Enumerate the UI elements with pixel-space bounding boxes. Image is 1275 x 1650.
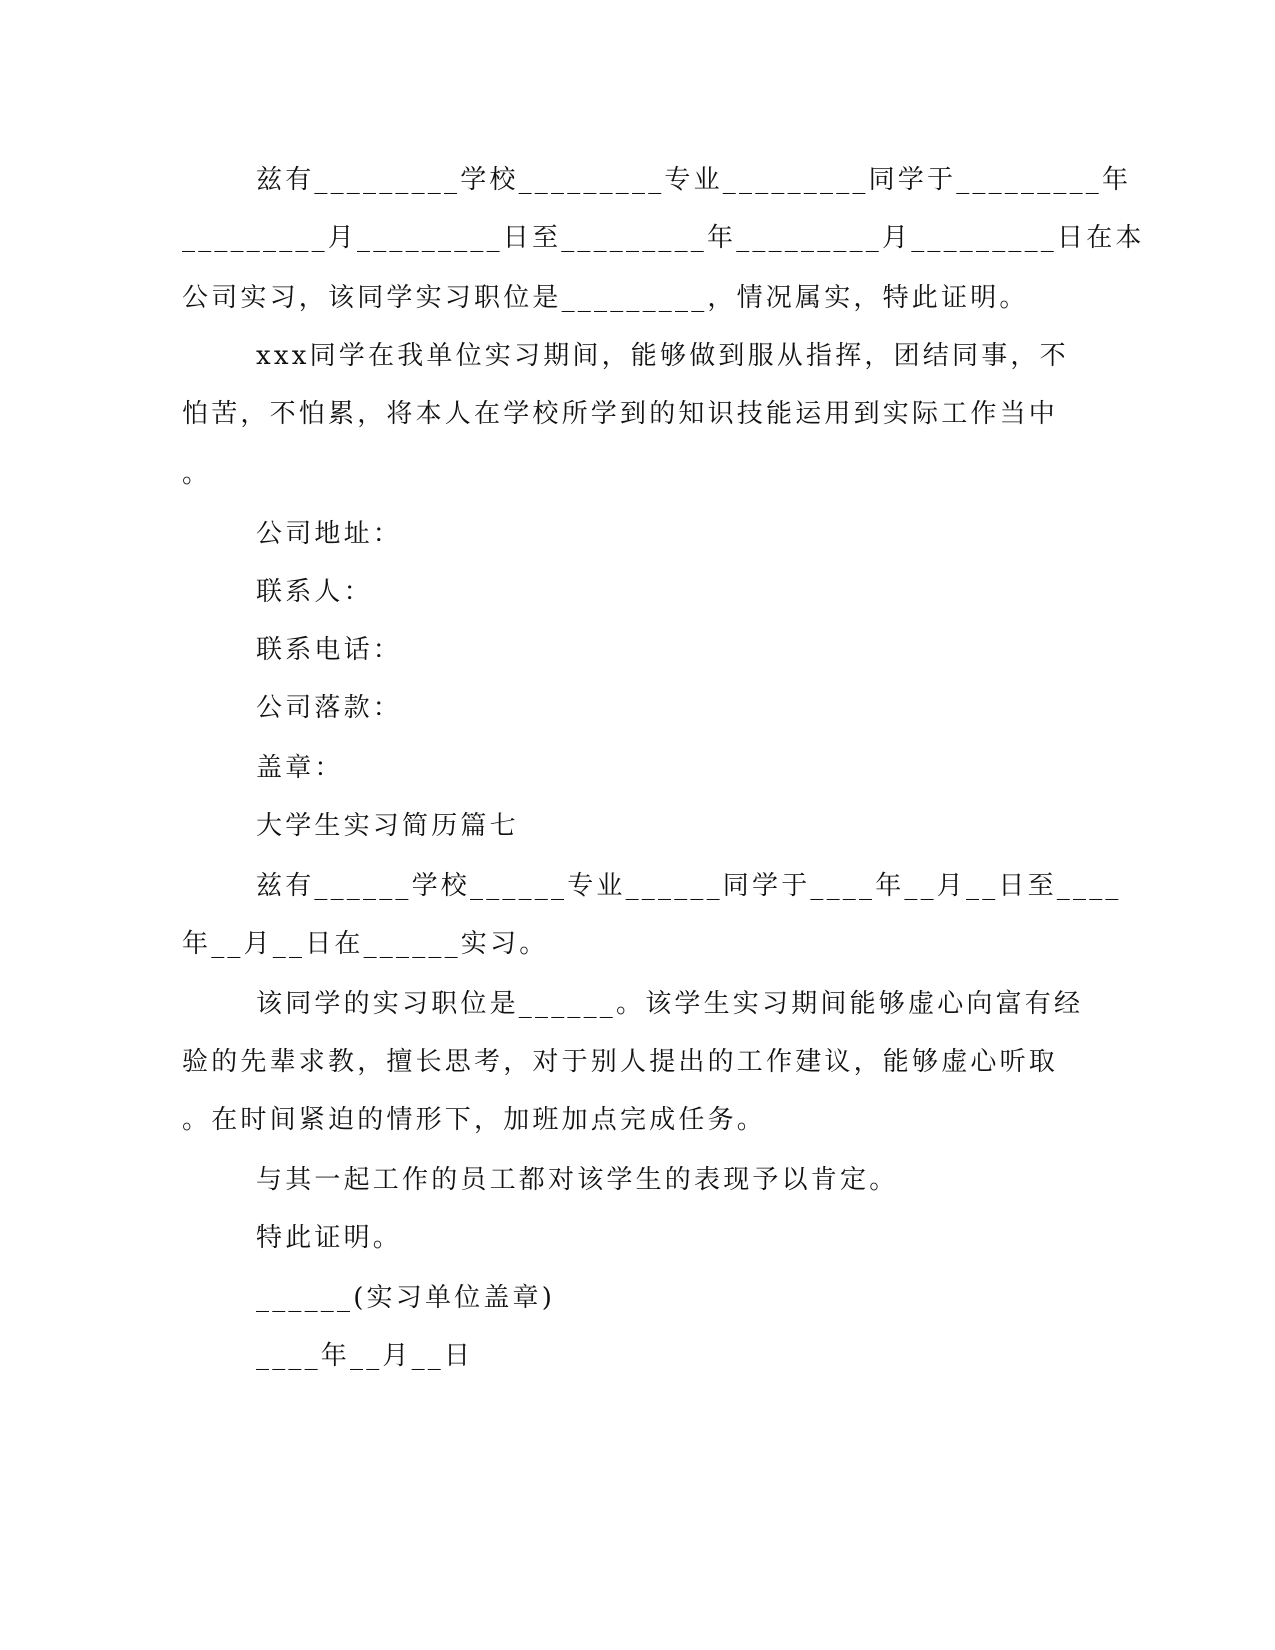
paragraph-1-line-3: 公司实习，该同学实习职位是_________，情况属实，特此证明。 (182, 283, 1029, 313)
company-address-label: 公司地址： (256, 519, 403, 549)
certification-statement: 特此证明。 (256, 1223, 403, 1253)
stamp-label: 盖章： (256, 753, 344, 783)
paragraph-2-line-2: 怕苦，不怕累，将本人在学校所学到的知识技能运用到实际工作当中 (182, 399, 1059, 429)
paragraph-4-line-2: 验的先辈求教，擅长思考，对于别人提出的工作建议，能够虚心听取 (182, 1047, 1059, 1077)
paragraph-3-line-2: 年__月__日在______实习。 (182, 929, 549, 959)
paragraph-5: 与其一起工作的员工都对该学生的表现予以肯定。 (256, 1165, 899, 1195)
contact-phone-label: 联系电话： (256, 635, 403, 665)
paragraph-4-line-3: 。在时间紧迫的情形下，加班加点完成任务。 (182, 1105, 767, 1135)
paragraph-1-line-1: 兹有_________学校_________专业_________同学于_________年 (256, 165, 1132, 195)
company-signature-label: 公司落款： (256, 693, 403, 723)
paragraph-2-line-3: 。 (182, 459, 212, 489)
paragraph-1-line-2: _________月_________日至_________年_________月_________日在本 (182, 223, 1145, 253)
paragraph-4-line-1: 该同学的实习职位是______。该学生实习期间能够虚心向富有经 (256, 989, 1084, 1019)
paragraph-2-line-1: xxx同学在我单位实习期间，能够做到服从指挥，团结同事，不 (256, 341, 1069, 371)
date-line: ____年__月__日 (256, 1341, 474, 1371)
contact-person-label: 联系人： (256, 577, 373, 607)
unit-stamp-line: ______(实习单位盖章) (256, 1283, 556, 1313)
paragraph-3-line-1: 兹有______学校______专业______同学于____年__月__日至____ (256, 871, 1122, 901)
section-heading: 大学生实习简历篇七 (256, 811, 519, 841)
